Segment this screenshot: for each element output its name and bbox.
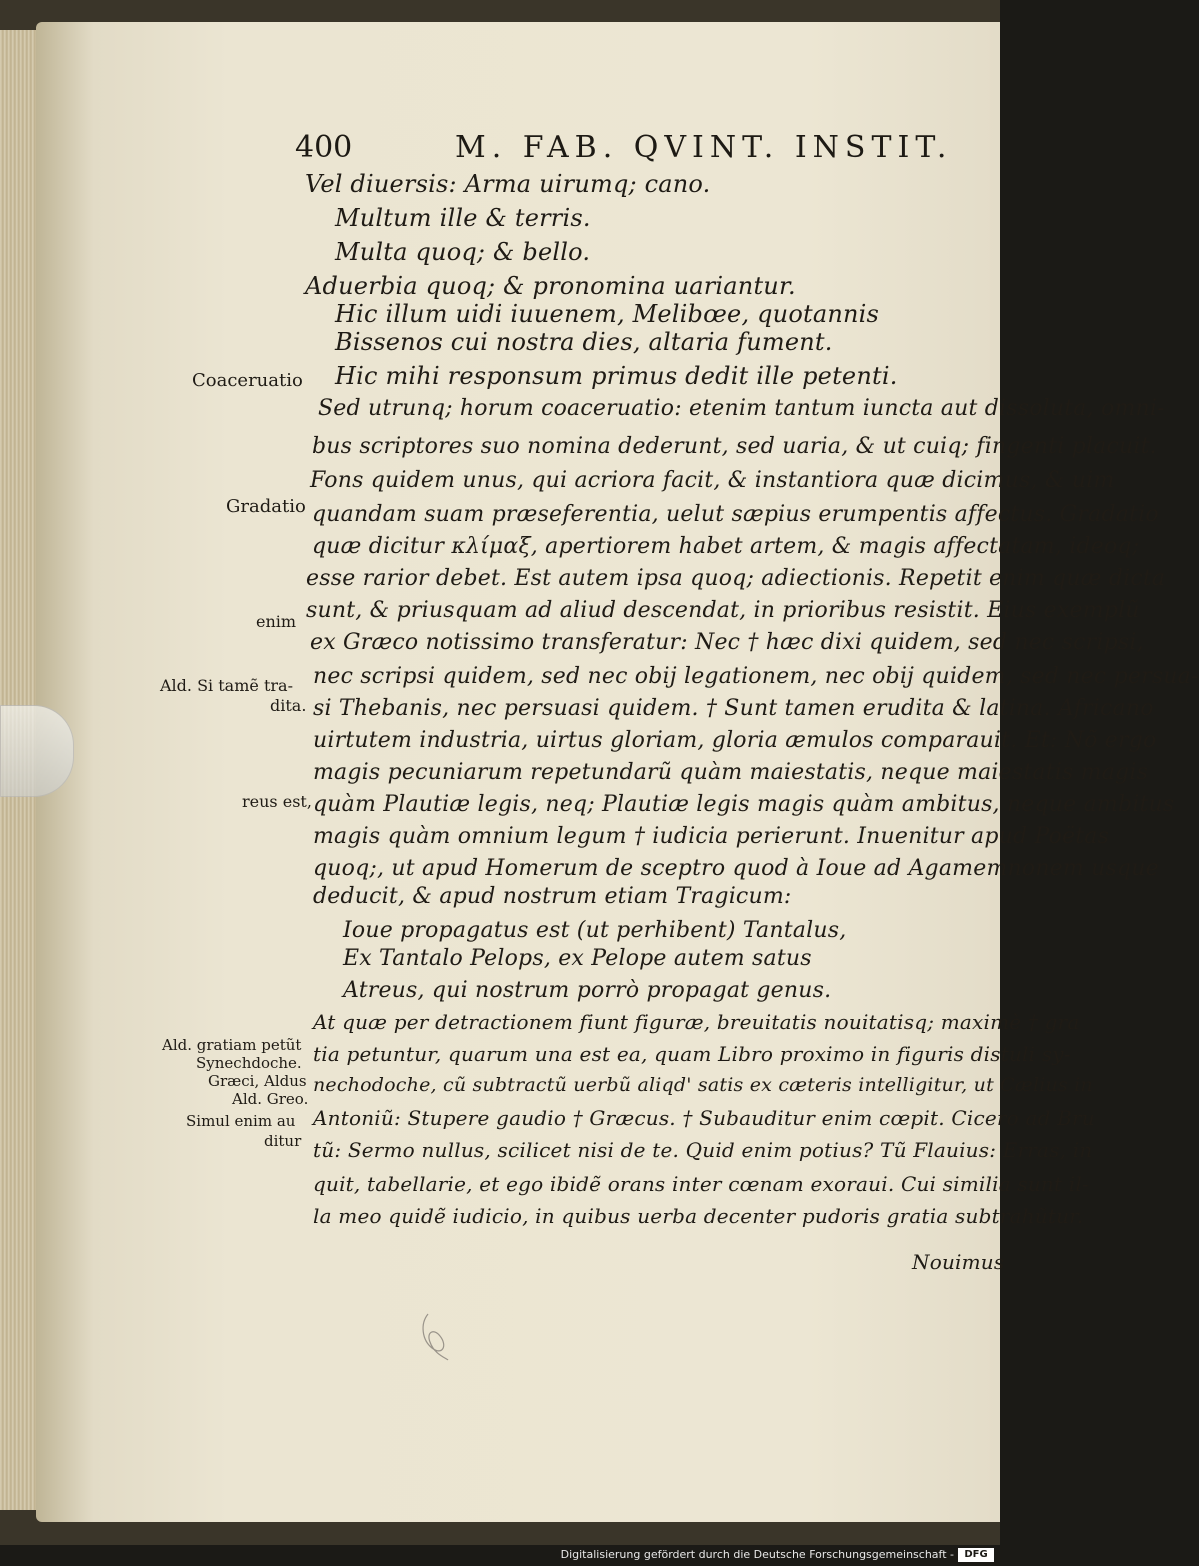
text-line: tũ: Sermo nullus, scilicet nisi de te. Quid enim potius? Tũ Flauius: Erras, in — [313, 1138, 1093, 1162]
dfg-logo: DFG — [958, 1548, 994, 1562]
text-line: Hic mihi responsum primus dedit ille petenti. — [335, 362, 898, 390]
text-line: Atreus, qui nostrum porrò propagat genus. — [343, 978, 832, 1003]
margin-note: reus est, — [242, 792, 312, 811]
text-line: quoq;, ut apud Homerum de sceptro quod à Ioue ad Agamemnonem usque — [313, 856, 1159, 881]
pencil-scribble-mark — [418, 1310, 454, 1362]
text-line: nec scripsi quidem, sed nec obij legationem, nec obij quidem, sed nec persua- — [313, 664, 1199, 689]
text-line: Ex Tantalo Pelops, ex Pelope autem satus — [343, 946, 812, 971]
text-line: Hic illum uidi iuuenem, Melibœe, quotannis — [335, 300, 880, 328]
margin-note: Synechdoche. — [196, 1054, 302, 1072]
page-number: 400 — [295, 130, 353, 165]
text-line: Sed utrunq; horum coaceruatio: etenim tantum iuncta aut dissoluta, omni- — [318, 396, 1165, 421]
text-line: quàm Plautiæ legis, neq; Plautiæ legis magis quàm ambitus, neque ambitus — [313, 792, 1175, 817]
text-line: deducit, & apud nostrum etiam Tragicum: — [313, 884, 792, 909]
margin-note: Gradatio — [226, 496, 306, 517]
text-line: quit, tabellarie, et ego ibidẽ orans inter cœnam exoraui. Cui similia sunt il- — [313, 1172, 1089, 1196]
text-line: Multa quoq; & bello. — [335, 238, 591, 266]
margin-note: Ald. Si tamẽ tra- — [160, 676, 293, 695]
catchword: Nouimus — [912, 1250, 1005, 1274]
text-line: quandam suam præseferentia, uelut sæpius erumpentis affectus. Gradatio — [312, 502, 1159, 527]
text-line: nechodoche, cũ subtractũ uerbũ aliqd' satis ex cæteris intelligitur, ut Cælius in — [313, 1074, 1093, 1096]
margin-note: enim — [256, 612, 297, 631]
text-line: magis pecuniarum repetundarũ quàm maiestatis, neque maiestatis magis — [313, 760, 1149, 785]
margin-note: Ald. gratiam petũt — [162, 1036, 302, 1054]
text-line: Antoniũ: Stupere gaudio † Græcus. † Subauditur enim cœpit. Cicero ad Bru — [313, 1106, 1095, 1130]
text-line: la meo quidẽ iudicio, in quibus uerba decenter pudoris gratia subtrahũtur. — [313, 1204, 1084, 1228]
text-line: quæ dicitur κλίμαξ, apertiorem habet artem, & magis affectatam, ideoq; — [312, 534, 1140, 559]
margin-note: dita. — [270, 696, 307, 715]
margin-note: ditur — [264, 1132, 302, 1150]
text-line: Ioue propagatus est (ut perhibent) Tantalus, — [343, 918, 847, 943]
text-line: Fons quidem unus, qui acriora facit, & instantiora quæ dicimus, & uim — [310, 468, 1115, 493]
margin-note: Græci, Aldus — [208, 1072, 307, 1090]
margin-note: Ald. Greo. — [232, 1090, 309, 1108]
text-line: esse rarior debet. Est autem ipsa quoq; adiectionis. Repetit enim quæ dicta — [306, 566, 1166, 591]
text-line: magis quàm omnium legum † iudicia perierunt. Inuenitur apud Poëtas — [313, 824, 1110, 849]
text-line: Multum ille & terris. — [335, 204, 591, 232]
text-line: Bissenos cui nostra dies, altaria fument. — [335, 328, 833, 356]
text-line: uirtutem industria, uirtus gloriam, gloria æmulos comparauit. Et: Nõ ergo — [313, 728, 1157, 753]
running-title: M. FAB. QVINT. INSTIT. — [455, 130, 953, 165]
footer-credit: Digitalisierung gefördert durch die Deutsche Forschungsgemeinschaft - — [560, 1548, 954, 1561]
text-line: Vel diuersis: Arma uirumq; cano. — [305, 170, 711, 198]
text-line: Aduerbia quoq; & pronomina uariantur. — [305, 272, 796, 300]
text-line: sunt, & priusquam ad aliud descendat, in prioribus resistit. Eius exemplũ — [306, 598, 1140, 623]
plastic-page-clip — [0, 705, 74, 797]
margin-note: Coaceruatio — [192, 370, 303, 391]
page-header — [295, 130, 995, 170]
footer-bar — [0, 1545, 1000, 1566]
text-line: At quæ per detractionem fiunt figuræ, breuitatis nouitatisq; maximè † gra — [313, 1010, 1080, 1034]
text-line: ex Græco notissimo transferatur: Nec † hæc dixi quidem, sed nec scripsi, — [310, 630, 1144, 655]
text-line: bus scriptores suo nomina dederunt, sed uaria, & ut cuiq; fingenti placuit. — [312, 434, 1157, 459]
text-line: si Thebanis, nec persuasi quidem. † Sunt tamen erudita & latina. Africano — [313, 696, 1154, 721]
text-line: tia petuntur, quarum una est ea, quam Libro proximo in figuris distuli sy- — [313, 1042, 1071, 1066]
margin-note: Simul enim au — [186, 1112, 296, 1130]
